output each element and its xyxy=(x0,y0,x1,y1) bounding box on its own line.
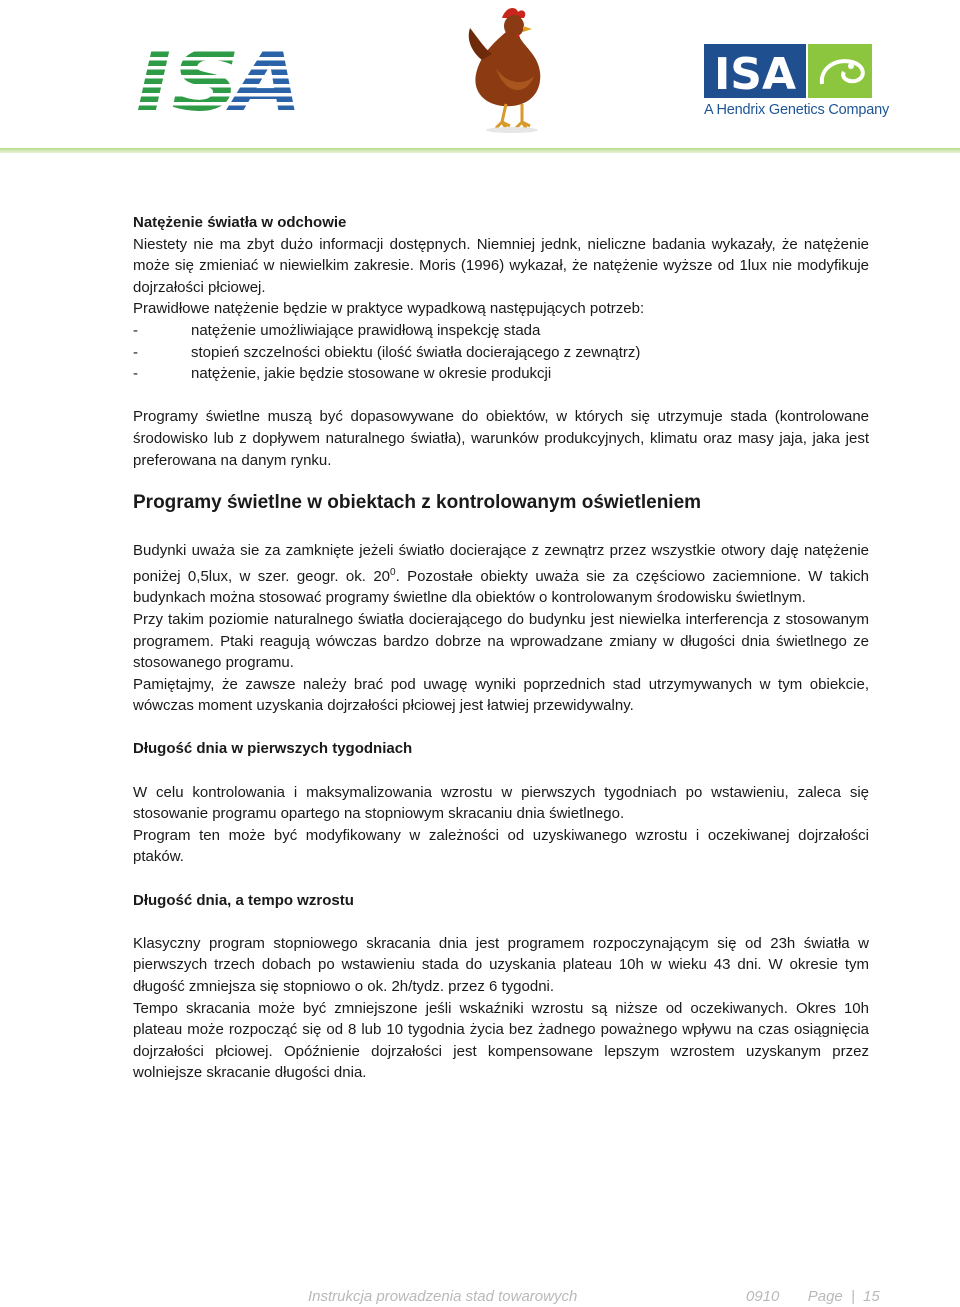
list-item xyxy=(133,342,869,364)
list-item-text: stopień szczelności obiektu (ilość światła docierającego z zewnątrz) xyxy=(191,343,641,361)
footer-code: 0910 xyxy=(746,1288,780,1305)
paragraph: Klasyczny program stopniowego skracania dnia jest programem rozpoczynającym się od 23h światła w pierwszych trzech dobach po wstawieniu stada do uzyskania plateau 10h w wieku 43 dni. W okresie tym długość zmniejsza się stopniowo o ok. 2h/tydz. przez 6 tygodni. xyxy=(133,934,869,995)
paragraph: Program ten może być modyfikowany w zależności od uzyskiwanego wzrostu i oczekiwanej dojrzałości ptaków. xyxy=(133,826,869,866)
list-marker: - xyxy=(133,365,138,383)
page-header xyxy=(0,0,960,160)
isa-boxed-logo xyxy=(704,44,874,100)
isa-boxed-logo-text: ISA xyxy=(713,49,797,100)
list-item-text: natężenie umożliwiające prawidłową inspekcję stada xyxy=(191,321,541,339)
paragraph: Niestety nie ma zbyt dużo informacji dostępnych. Niemniej jednk, nieliczne badania wykazały, że natężenie może się zmieniać w niewielkim zakresie. Moris (1996) wykazał, że natężenie wyższe od 1lux nie modyfikuje dojrzałości płciowej. xyxy=(133,235,869,296)
footer-document-title: Instrukcja prowadzenia stad towarowych xyxy=(308,1288,578,1305)
footer-page-label: Page xyxy=(807,1288,843,1305)
list-marker: - xyxy=(133,321,138,339)
paragraph-text: Budynki uważa sie za zamknięte jeżeli światło docierające z zewnątrz przez wszystkie otwory daję natężenie poniżej 0,5lux, w szer. geogr. ok. 20 xyxy=(133,542,869,585)
paragraph-text: . Pozostałe obiekty uważa sie za częściowo zaciemnione. W takich budynkach można stosować programy świetlne dla obiektów o kontrolowanym środowisku świetlnym. xyxy=(133,567,869,607)
footer-page-info xyxy=(746,1288,880,1305)
hendrix-tagline: A Hendrix Genetics Company xyxy=(704,102,889,118)
list-marker: - xyxy=(133,343,138,361)
isa-striped-logo xyxy=(136,40,304,116)
isa-hendrix-logo xyxy=(704,44,874,105)
list-item xyxy=(133,320,869,342)
paragraph: Pamiętajmy, że zawsze należy brać pod uwagę wyniki poprzednich stad utrzymywanych w tym obiekcie, wówczas moment uzyskania dojrzałości płciowej jest łatwiej przewidywalny. xyxy=(133,675,869,715)
section-heading-controlled-lighting: Programy świetlne w obiektach z kontrolowanym oświetleniem xyxy=(133,492,702,514)
section-heading-first-weeks: Długość dnia w pierwszych tygodniach xyxy=(133,740,413,758)
header-divider xyxy=(0,148,960,153)
paragraph: Przy takim poziomie naturalnego światła docierającego do budynku jest niewielka interferencja z stosowanym programem. Ptaki reagują wówczas bardzo dobrze na wprowadzane zmiany w długości dnia świetlnego ze stosowanego programu. xyxy=(133,610,869,672)
section-heading-growth-rate: Długość dnia, a tempo wzrostu xyxy=(133,891,354,909)
paragraph xyxy=(133,540,869,609)
section-heading-light-intensity: Natężenie światła w odchowie xyxy=(133,214,347,231)
hen-icon xyxy=(462,4,554,134)
paragraph: Prawidłowe natężenie będzie w praktyce wypadkową następujących potrzeb: xyxy=(133,300,645,318)
list-item xyxy=(133,363,869,385)
footer-page-number: 15 xyxy=(863,1288,880,1305)
paragraph: W celu kontrolowania i maksymalizowania wzrostu w pierwszych tygodniach po wstawieniu, zaleca się stosowanie programu opartego na stopniowym skracaniu dnia świetlnego. xyxy=(133,783,869,823)
paragraph: Programy świetlne muszą być dopasowywane do obiektów, w których się utrzymuje stada (kontrolowane środowisko lub z dopływem naturalnego światła), warunków produkcyjnych, klimatu oraz masy jaja, jaka jest preferowana na danym rynku. xyxy=(133,408,869,469)
degree-superscript: 0 xyxy=(390,566,396,578)
document-body xyxy=(133,212,869,1084)
paragraph: Tempo skracania może być zmniejszone jeśli wskaźniki wzrostu są niższe od oczekiwanych. Okres 10h plateau może rozpocząć się od 8 lub 10 tygodnia życia bez żadnego poważnego wpływu na czas osiągnięcia dojrzałości płciowej. Opóźnienie dojrzałości jest kompensowane lepszym wzrostem uzyskanym przez wolniejsze skracanie długości dnia. xyxy=(133,999,869,1082)
footer-separator: | xyxy=(850,1288,855,1305)
list-item-text: natężenie, jakie będzie stosowane w okresie produkcji xyxy=(191,365,552,383)
